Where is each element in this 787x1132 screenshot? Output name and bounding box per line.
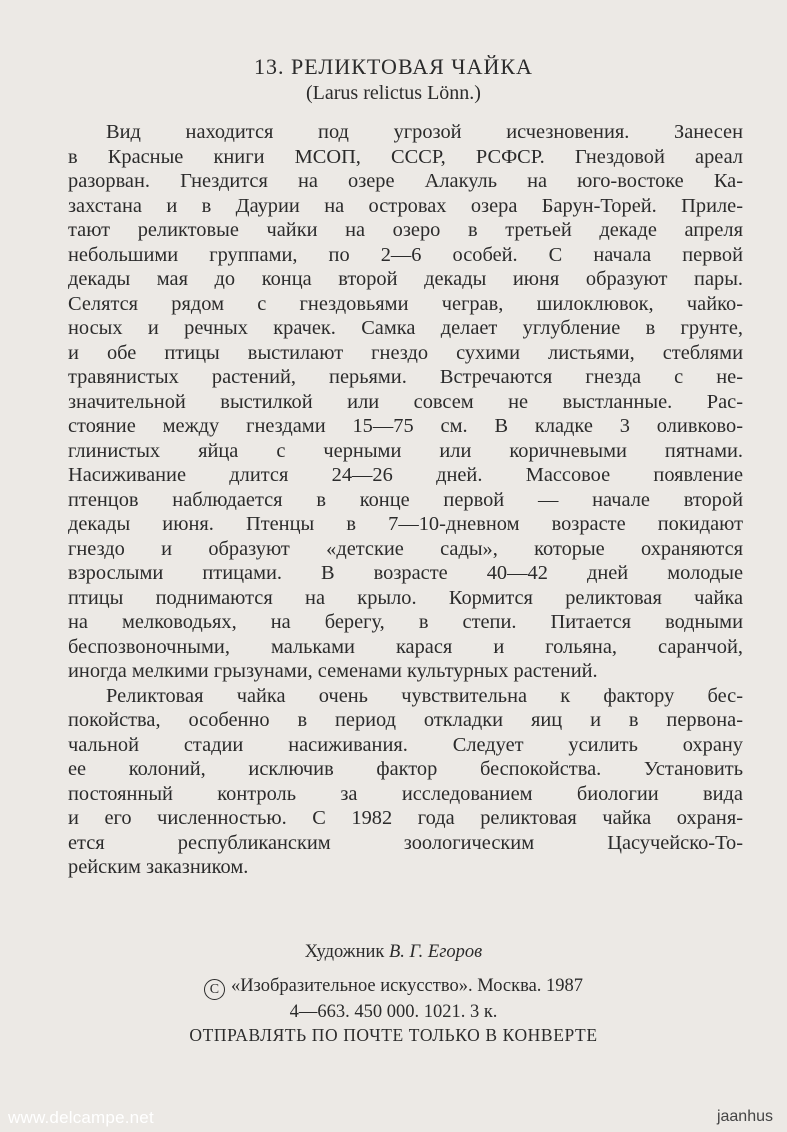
text-line: постоянный контроль за исследованием биологии вида: [68, 782, 743, 805]
text-line: на мелководьях, на берегу, в степи. Питается водными: [68, 611, 743, 633]
page-title: 13. РЕЛИКТОВАЯ ЧАЙКА: [254, 54, 533, 79]
species-description: [68, 120, 743, 880]
text-line: иногда мелкими грызунами, семенами культурных растений.: [68, 660, 598, 682]
artist-label: Художник: [304, 942, 385, 962]
text-line: разорван. Гнездится на озере Алакуль на юго-востоке Ка-: [68, 170, 743, 192]
text-line: декады июня. Птенцы в 7—10-дневном возрасте покидают: [68, 513, 743, 535]
text-line: птенцов наблюдается в конце первой — начале второй: [68, 488, 743, 511]
text-line: Селятся рядом с гнездовьями чеграв, шилоклювок, чайко-: [68, 292, 743, 315]
text-line: рейским заказником.: [68, 856, 249, 878]
text-line: и обе птицы выстилают гнездо сухими листьями, стеблями: [68, 341, 743, 364]
text-line: в Красные книги МСОП, СССР, РСФСР. Гнездовой ареал: [68, 145, 743, 168]
artist-name: В. Г. Егоров: [388, 942, 483, 962]
text-line: ее колоний, исключив фактор беспокойства. Установить: [68, 758, 743, 780]
artist-credit: [0, 940, 787, 964]
text-line: захстана и в Даурии на островах озера Барун-Торей. Приле-: [68, 194, 743, 217]
text-line: значительной выстилкой или совсем не выстланные. Рас-: [68, 390, 743, 413]
text-line: гнездо и образуют «детские сады», которые охраняются: [68, 537, 743, 560]
text-line: тают реликтовые чайки на озеро в третьей декаде апреля: [68, 219, 743, 241]
copyright-icon: C: [204, 979, 225, 1000]
watermark-right: jaanhus: [716, 1108, 773, 1125]
mail-instruction: ОТПРАВЛЯТЬ ПО ПОЧТЕ ТОЛЬКО В КОНВЕРТЕ: [189, 1025, 598, 1045]
credits-block: [0, 940, 787, 1024]
text-line: травянистых растений, перьями. Встречаются гнезда с не-: [68, 366, 743, 388]
text-line: покойства, особенно в период откладки яиц и в первона-: [68, 709, 743, 731]
publisher-name: «Изобразительное искусство». Москва. 1987: [230, 976, 584, 996]
text-line: Вид находится под угрозой исчезновения. Занесен: [106, 121, 743, 143]
species-latin-name: (Larus relictus Lönn.): [306, 82, 481, 104]
text-line: чальной стадии насиживания. Следует усилить охрану: [68, 733, 743, 756]
watermark-left: www.delcampe.net: [8, 1108, 154, 1127]
text-line: стояние между гнездами 15—75 см. В кладке 3 оливково-: [68, 415, 743, 437]
text-line: глинистых яйца с черными или коричневыми пятнами.: [68, 439, 743, 462]
text-line: ется республиканским зоологическим Цасучейско-То-: [68, 831, 743, 854]
text-line: носых и речных крачек. Самка делает углубление в грунте,: [68, 317, 743, 339]
publisher-credit: [0, 974, 787, 1000]
text-line: взрослыми птицами. В возрасте 40—42 дней молодые: [68, 562, 743, 584]
text-line: птицы поднимаются на крыло. Кормится реликтовая чайка: [68, 586, 743, 609]
text-line: декады мая до конца второй декады июня образуют пары.: [68, 268, 743, 290]
text-line: Насиживание длится 24—26 дней. Массовое появление: [68, 464, 743, 486]
print-info: 4—663. 450 000. 1021. 3 к.: [289, 1002, 498, 1022]
text-line: и его численностью. С 1982 года реликтовая чайка охраня-: [68, 807, 743, 829]
text-line: небольшими группами, по 2—6 особей. С начала первой: [68, 243, 743, 266]
text-line: беспозвоночными, мальками карася и гольяна, саранчой,: [68, 635, 743, 658]
text-line: Реликтовая чайка очень чувствительна к фактору бес-: [106, 684, 743, 707]
